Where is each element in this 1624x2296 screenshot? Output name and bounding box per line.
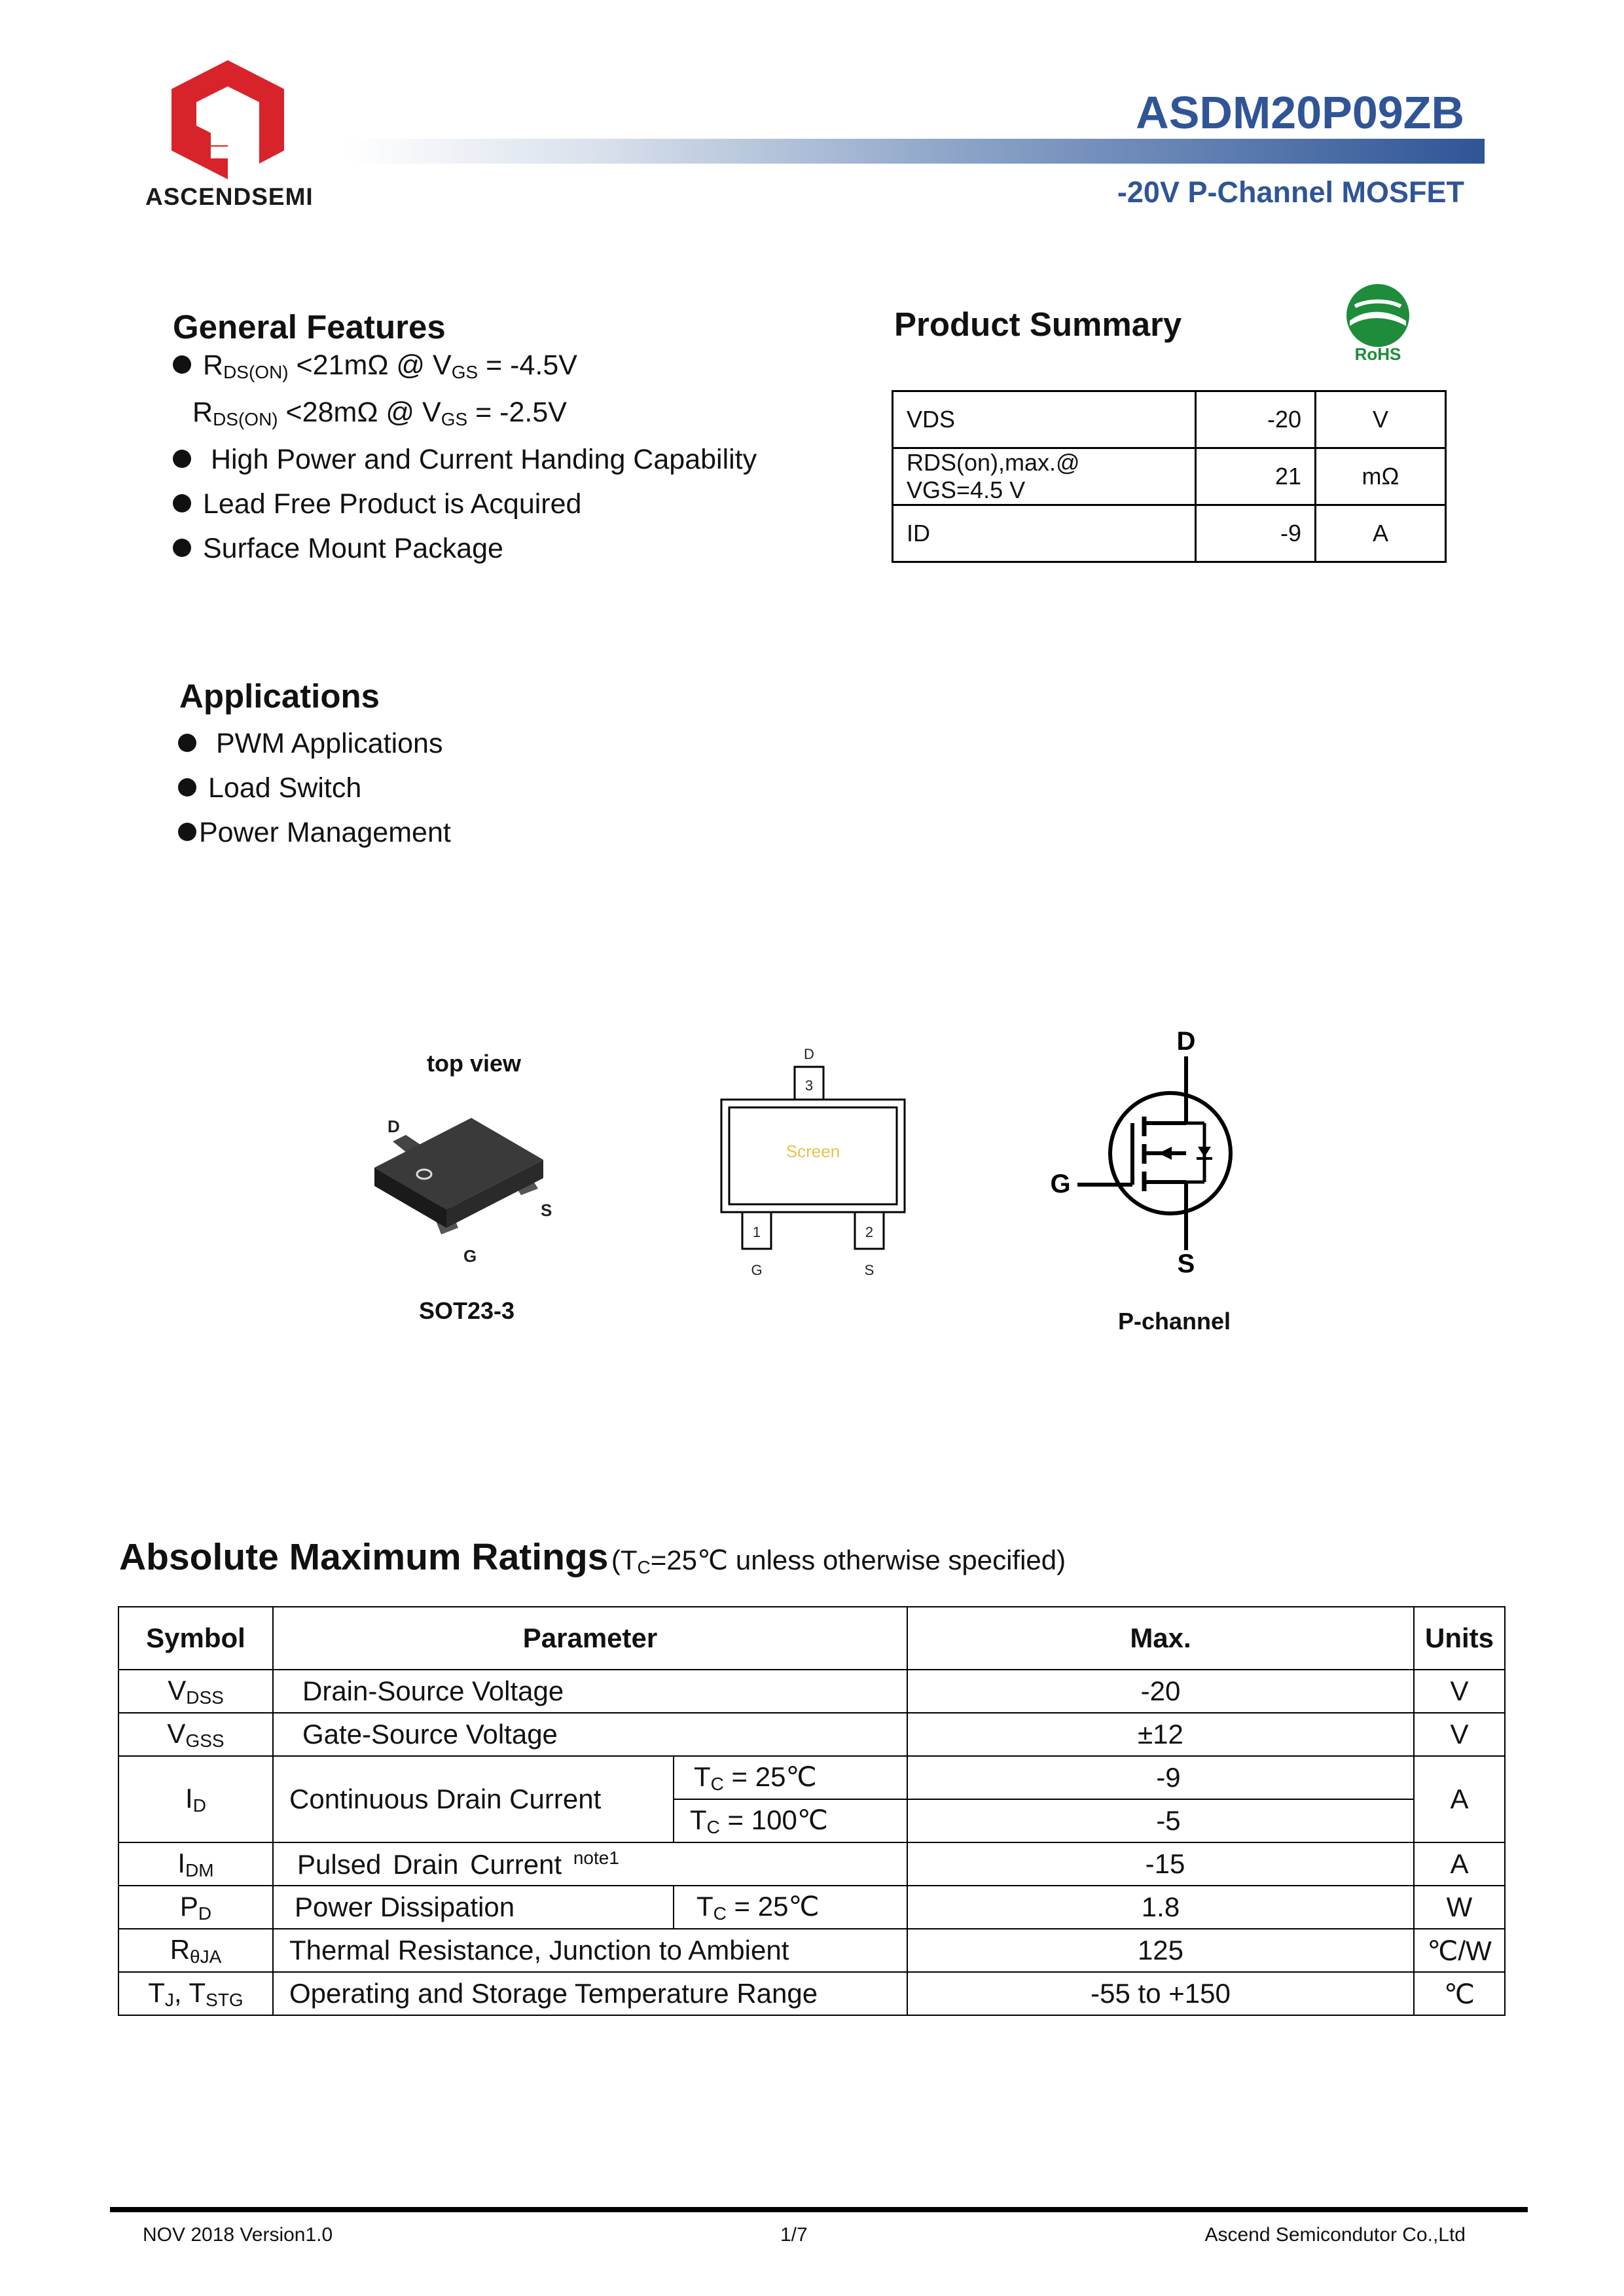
svg-text:S: S	[1177, 1249, 1195, 1278]
top-view-label: top view	[427, 1050, 522, 1077]
feature-item: Surface Mount Package	[173, 533, 503, 565]
table-row: ID -9 A	[893, 505, 1446, 562]
bullet-icon	[173, 494, 191, 512]
product-summary-table	[892, 390, 1447, 563]
table-row: $I_{DM}$ Pulsed Drain Current $^{note1}$ -15 A	[118, 1842, 1505, 1886]
table-row: $R_{\theta JA}$ Thermal Resistance, Junction to Ambient 125 ℃/W	[118, 1929, 1505, 1972]
table-row: $V_{DSS}$ Drain-Source Voltage -20 V	[118, 1670, 1505, 1713]
applications-title: Applications	[179, 677, 380, 715]
svg-text:2: 2	[865, 1224, 874, 1240]
ascendsemi-logo-icon	[171, 60, 284, 179]
table-row: $V_{GSS}$ Gate-Source Voltage ±12 V	[118, 1713, 1505, 1756]
svg-text:S: S	[541, 1200, 552, 1220]
application-item: PWM Applications	[178, 728, 442, 760]
table-header-row: Symbol Parameter Max. Units	[118, 1607, 1505, 1670]
footer-company: Ascend Semicondutor Co.,Ltd	[1204, 2224, 1466, 2246]
svg-text:D: D	[388, 1117, 400, 1136]
product-summary-title: Product Summary	[894, 306, 1182, 343]
channel-label: P-channel	[1118, 1308, 1231, 1335]
table-row: $T_J$, $T_{STG}$ Operating and Storage Temperature Range -55 to +150 ℃	[118, 1972, 1505, 2015]
part-subtitle: -20V P-Channel MOSFET	[1117, 175, 1464, 209]
rohs-icon	[1342, 283, 1414, 363]
svg-text:3: 3	[804, 1077, 814, 1094]
feature-rds-25: $R_{DS(ON)} <28m\Omega$ @ $V_{GS} = -2.5V$	[192, 397, 567, 429]
general-features-title: General Features	[173, 308, 446, 346]
header-bar	[346, 139, 1485, 164]
footer-version: NOV 2018 Version1.0	[143, 2224, 333, 2246]
rohs-label: RoHS	[1354, 344, 1401, 363]
footer-page: 1/7	[780, 2224, 808, 2246]
bullet-icon	[173, 450, 191, 468]
application-item: Load Switch	[178, 772, 361, 804]
amr-condition: ($T_C=25℃$ unless otherwise specified)	[611, 1545, 1066, 1577]
bullet-icon	[178, 778, 196, 797]
bullet-icon	[173, 539, 191, 557]
table-row: $I_D$ Continuous Drain Current $T_C$ = 25℃ -9 A	[118, 1756, 1505, 1799]
feature-item: High Power and Current Handing Capability	[173, 444, 757, 476]
svg-text:S: S	[864, 1262, 875, 1278]
table-row: $P_D$ Power Dissipation $T_C$ = 25℃ 1.8 W	[118, 1886, 1505, 1929]
svg-text:G: G	[1050, 1170, 1071, 1198]
svg-text:1: 1	[752, 1224, 761, 1240]
pinout-diagram	[713, 1045, 910, 1287]
package-label: SOT23-3	[419, 1297, 515, 1324]
bullet-icon	[178, 823, 196, 841]
bullet-icon	[178, 734, 196, 752]
part-number: ASDM20P09ZB	[1136, 87, 1464, 138]
table-row: $T_C$ = 100℃ -5	[118, 1799, 1505, 1842]
amr-heading	[119, 1535, 1066, 1579]
svg-text:G: G	[463, 1246, 477, 1266]
table-row: RDS(on),max.@ VGS=4.5 V 21 mΩ	[893, 448, 1446, 505]
application-item: Power Management	[178, 817, 451, 849]
p-channel-symbol	[1041, 1025, 1257, 1280]
svg-text:D: D	[1176, 1027, 1196, 1056]
svg-text:G: G	[751, 1262, 763, 1278]
bullet-icon	[173, 355, 191, 374]
sot23-package-icon	[367, 1100, 563, 1270]
footer-rule	[110, 2207, 1528, 2212]
feature-item: Lead Free Product is Acquired	[173, 488, 581, 520]
table-row: VDS -20 V	[893, 391, 1446, 448]
marking-text: Screen	[785, 1141, 840, 1161]
brand-name: ASCENDSEMI	[145, 183, 314, 210]
amr-title: Absolute Maximum Ratings	[119, 1536, 609, 1578]
svg-text:D: D	[804, 1046, 814, 1062]
feature-rds-45: $R_{DS(ON)} <21m\Omega$ @ $V_{GS} = -4.5V$	[173, 350, 577, 383]
absolute-maximum-ratings-table	[118, 1606, 1506, 2016]
